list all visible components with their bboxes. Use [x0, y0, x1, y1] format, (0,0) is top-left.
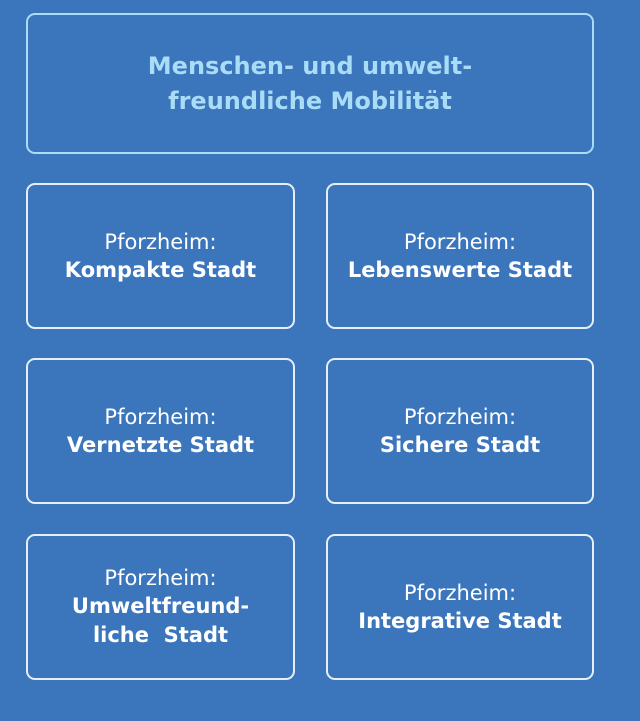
- box-kompakte-stadt: [26, 183, 295, 329]
- header-title-line-2: freundliche Mobilität: [168, 86, 452, 115]
- box-sichere-stadt: [326, 358, 594, 504]
- header-box: [26, 13, 594, 154]
- box-lebenswerte-stadt: [326, 183, 594, 329]
- box-title: [348, 256, 572, 285]
- box-title: [67, 431, 254, 460]
- box-vernetzte-stadt: [26, 358, 295, 504]
- box-title: [72, 592, 249, 650]
- box-title-line: Sichere Stadt: [379, 432, 541, 457]
- box-title-line: Kompakte Stadt: [64, 257, 257, 282]
- box-umweltfreundliche-stadt: [26, 534, 295, 680]
- header-title-line-1: Menschen- und umwelt-: [147, 51, 473, 80]
- box-integrative-stadt: [326, 534, 594, 680]
- header-title: [148, 49, 472, 119]
- box-prefix: Pforzheim:: [104, 566, 217, 590]
- box-prefix: Pforzheim:: [403, 404, 517, 429]
- box-title-line: Vernetzte Stadt: [66, 432, 255, 457]
- box-prefix: Pforzheim:: [403, 229, 517, 254]
- box-title: [380, 431, 540, 460]
- box-title-line: Integrative Stadt: [358, 608, 562, 633]
- box-prefix: Pforzheim:: [104, 404, 217, 429]
- box-title: [358, 607, 562, 636]
- box-prefix: Pforzheim:: [104, 229, 217, 254]
- box-prefix: Pforzheim:: [403, 580, 517, 605]
- box-title-line: Lebenswerte Stadt: [347, 257, 573, 282]
- box-title-line-1: Umweltfreund-: [71, 594, 250, 618]
- box-title-line-2: liche Stadt: [92, 623, 229, 647]
- box-title: [65, 256, 256, 285]
